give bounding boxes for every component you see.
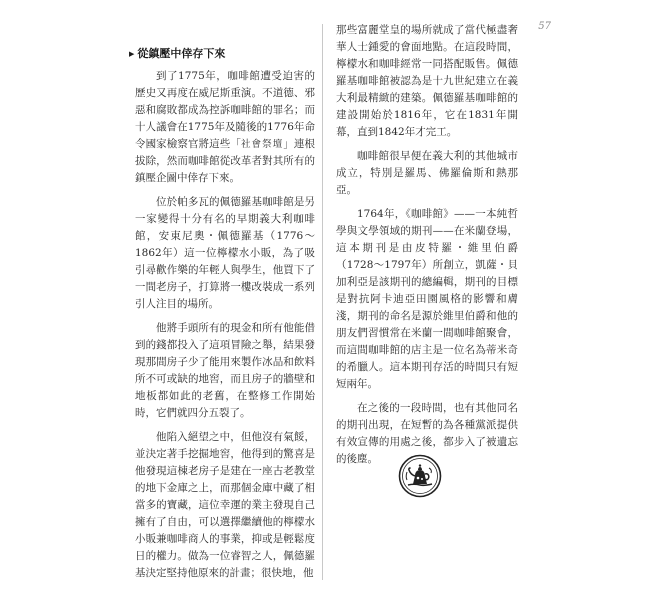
section-heading-text: 從鎮壓中倖存下來 bbox=[137, 47, 226, 60]
column-divider bbox=[322, 24, 323, 580]
left-column bbox=[129, 46, 315, 589]
paragraph-6: 咖啡館很早便在義大利的其他城市成立，特別是羅馬、佛羅倫斯和熱那亞。 bbox=[336, 150, 518, 196]
page-number: 57 bbox=[538, 21, 551, 32]
paragraph-1-highlight: 社會祭壇 bbox=[240, 139, 284, 150]
paragraph-1-before: 到了1775年，咖啡館遭受迫害的歷史又再度在威尼斯重演。不道德、邪惡和腐敗都成為控訴咖啡館的罪名；而十人議會在1775年及隨後的1776年命令國家檢察官將這些「 bbox=[135, 70, 315, 150]
paragraph-3: 他將手頭所有的現金和所有他能借到的錢都投入了這項冒險之舉，結果發現那間房子少了能用來製作冰品和飲料所不可或缺的地窖，而且房子的牆壁和地板都如此的老舊，在整修工作開始時，它們就四分五裂了。 bbox=[135, 322, 315, 419]
coffee-pot-emblem-icon bbox=[398, 454, 442, 498]
section-heading bbox=[129, 46, 315, 62]
paragraph-5: 那些富麗堂皇的場所就成了當代極盡奢華人士鍾愛的會面地點。在這段時間，檸檬水和咖啡經常一同搭配販售。佩德羅基咖啡館被認為是十九世紀建立在義大利最精緻的建築。佩德羅基咖啡館的建設開始於1816年，它在1831年開幕，直到1842年才完工。 bbox=[336, 24, 518, 138]
paragraph-1 bbox=[135, 68, 315, 187]
paragraph-1-after: 」連根拔除，然而咖啡館從改革者對其所有的鎮壓企圖中倖存下來。 bbox=[135, 138, 315, 184]
right-column bbox=[336, 22, 518, 475]
paragraph-4: 他陷入絕望之中，但他沒有氣餒，並決定著手挖掘地窖，他得到的驚喜是他發現這棟老房子是建在一座古老教堂的地下金庫之上，而那個金庫中藏了相當多的寶藏，這位幸運的業主發現自己擁有了自由，可以選擇繼續他的檸檬水小販兼咖啡商人的事業，抑或是輕鬆度日的權力。做為一位睿智之人，佩德羅基決定堅持他原來的計畫；很快地，他 bbox=[135, 431, 315, 579]
heading-marker-icon: ▶ bbox=[129, 50, 135, 58]
paragraph-2: 位於帕多瓦的佩德羅基咖啡館是另一家變得十分有名的早期義大利咖啡館，安東尼奧・佩德羅基（1776～1862年）這一位檸檬水小販，為了吸引尋歡作樂的年輕人與學生，他買下了一間老房子，打算將一樓改裝成一系列引人注目的場所。 bbox=[135, 196, 315, 310]
paragraph-8: 在之後的一段時間，也有其他同名的期刊出現，在短暫的為各種黨派提供有效宣傳的用處之後，都步入了被遺忘的後塵。 bbox=[336, 402, 518, 465]
paragraph-7: 1764年，《咖啡館》——一本純哲學與文學領域的期刊——在米蘭登場，這本期刊是由皮特羅・維里伯爵（1728～1797年）所創立，凱薩・貝加利亞是該期刊的總編輯，期刊的目標是對抗阿卡迪亞田園風格的影響和膚淺，期刊的命名是源於維里伯爵和他的朋友們習慣常在米蘭一間咖啡館聚會，而這間咖啡館的店主是一位名為蒂米奇的希臘人。這本期刊存活的時間只有短短兩年。 bbox=[336, 208, 518, 390]
